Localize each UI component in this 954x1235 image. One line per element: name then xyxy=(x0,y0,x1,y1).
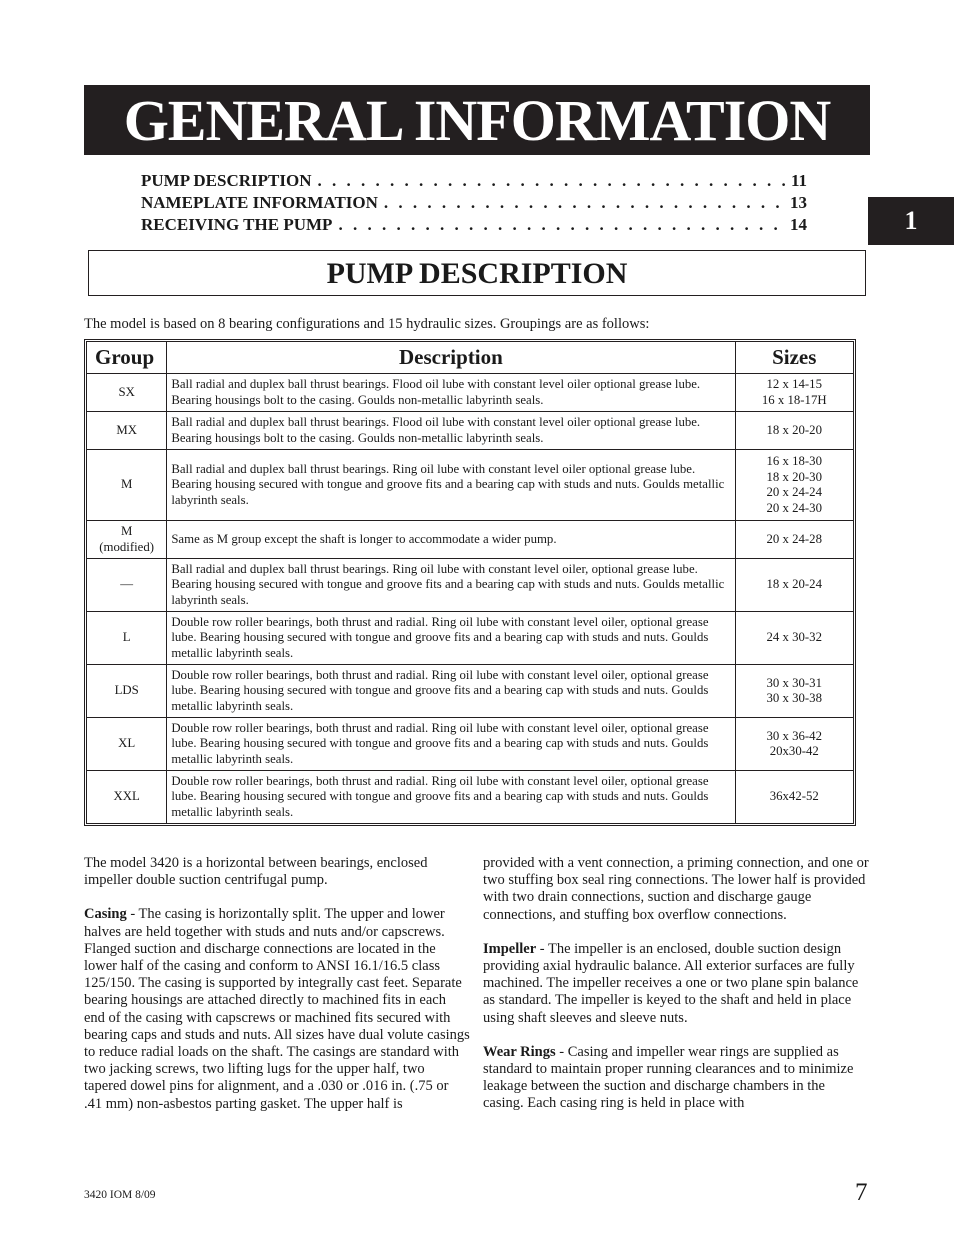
casing-continued-paragraph: provided with a vent connection, a priming connection, and one or two stuffing box seal ring connections. The lower half is provided with two drain connections, suction and discharge gauge connections, and stuffing box overflow connections. xyxy=(483,855,869,923)
chapter-tab: 1 xyxy=(868,197,954,245)
sizes-cell xyxy=(735,521,853,559)
description-cell: Ball radial and duplex ball thrust bearings. Flood oil lube with constant level oiler optional grease lube. Bearing housings bolt to the casing. Goulds non-metallic labyrinth seals. xyxy=(167,412,735,450)
sizes-cell xyxy=(735,718,853,771)
group-cell xyxy=(87,665,167,718)
group-line: XL xyxy=(118,736,136,751)
sizes-cell xyxy=(735,559,853,612)
description-cell: Same as M group except the shaft is longer to accommodate a wider pump. xyxy=(167,521,735,559)
table-row xyxy=(87,521,854,559)
group-cell xyxy=(87,559,167,612)
size-line: 18 x 20-30 xyxy=(766,469,822,484)
table-body xyxy=(87,374,854,824)
size-line: 20 x 24-30 xyxy=(766,500,822,515)
table-row xyxy=(87,612,854,665)
group-cell xyxy=(87,450,167,521)
size-line: 30 x 36-42 xyxy=(766,728,822,743)
toc-entry-label: NAMEPLATE INFORMATION xyxy=(141,193,378,212)
toc-entry-label: RECEIVING THE PUMP xyxy=(141,215,333,234)
toc-entry-page: 14 xyxy=(790,215,807,234)
group-line: — xyxy=(120,577,134,592)
group-line: L xyxy=(122,630,131,645)
description-cell: Double row roller bearings, both thrust and radial. Ring oil lube with constant level oiler, optional grease lube. Bearing housing secured with tongue and groove fits and a bearing cap with studs and nuts. Goulds metallic labyrinth seals. xyxy=(167,718,735,771)
table-row xyxy=(87,412,854,450)
description-cell: Double row roller bearings, both thrust and radial. Ring oil lube with constant level oiler, optional grease lube. Bearing housing secured with tongue and groove fits and a bearing cap with studs and nuts. Goulds metallic labyrinth seals. xyxy=(167,612,735,665)
group-line: (modified) xyxy=(99,539,155,554)
size-line: 30 x 30-31 xyxy=(766,675,822,690)
size-line: 18 x 20-20 xyxy=(766,422,822,437)
group-cell xyxy=(87,612,167,665)
table-row xyxy=(87,771,854,824)
size-line: 30 x 30-38 xyxy=(766,691,822,705)
toc-entry-nameplate-information[interactable] xyxy=(141,192,807,214)
section-heading: PUMP DESCRIPTION xyxy=(88,250,866,296)
size-line: 20 x 24-28 xyxy=(766,531,822,546)
size-line: 20x30-42 xyxy=(769,744,819,758)
size-line: 16 x 18-17H xyxy=(761,392,827,407)
size-line: 20 x 24-24 xyxy=(766,485,822,499)
casing-text: - The casing is horizontally split. The upper and lower halves are held together with studs and nuts and/or capscrews. Flanged suction and discharge connections are located in the lower half of the casing and conform to ANSI 16.1/16.5 class 125/150. The casing is supported by integrally cast feet. Separate bearing housings are attached directly to machined fits in each end of the casing with capscrews or machined fits secured with bearing caps and studs and nuts. All sizes have dual volute casings to reduce radial loads on the shaft. The casings are standard with two jacking screws, two lifting lugs for the upper half, two tapered dowel pins for alignment, and a .030 or .016 in. (.75 or .41 mm) non-asbestos parting gasket. The upper half is xyxy=(84,906,470,1112)
bearing-groups-table xyxy=(84,339,856,826)
column-header-group: Group xyxy=(87,342,167,374)
size-line: 16 x 18-30 xyxy=(766,454,822,468)
impeller-paragraph xyxy=(483,941,869,1027)
chapter-banner: GENERAL INFORMATION xyxy=(84,85,870,155)
group-line: M xyxy=(120,524,133,538)
toc-entry-page: 11 xyxy=(790,171,807,190)
toc-leader-dots xyxy=(338,214,784,236)
toc-leader-dots xyxy=(317,170,784,192)
body-column-left xyxy=(84,855,470,1130)
table-row xyxy=(87,374,854,412)
toc-leader-dots xyxy=(384,192,784,214)
group-cell xyxy=(87,771,167,824)
size-line: 24 x 30-32 xyxy=(766,630,822,645)
table-row xyxy=(87,665,854,718)
column-header-description: Description xyxy=(167,342,735,374)
impeller-text: - The impeller is an enclosed, double suction design providing axial hydraulic balance. All exterior surfaces are fully machined. The impeller receives a one or two plane spin balance as standard. The impeller is keyed to the shaft and held in place using shaft sleeves and sleeve nuts. xyxy=(483,940,859,1026)
table-header-row xyxy=(87,342,854,374)
group-line: MX xyxy=(116,422,137,437)
size-line: 18 x 20-24 xyxy=(766,577,822,592)
table-row xyxy=(87,450,854,521)
group-cell xyxy=(87,718,167,771)
wear-rings-heading: Wear Rings xyxy=(483,1043,556,1060)
group-cell xyxy=(87,374,167,412)
sizes-cell xyxy=(735,612,853,665)
description-cell: Ball radial and duplex ball thrust bearings. Flood oil lube with constant level oiler optional grease lube. Bearing housings bolt to the casing. Goulds non-metallic labyrinth seals. xyxy=(167,374,735,412)
description-cell: Ball radial and duplex ball thrust bearings. Ring oil lube with constant level oiler optional grease lube. Bearing housing secured with tongue and groove fits and a bearing cap with studs and nuts. Goulds metallic labyrinth seals. xyxy=(167,450,735,521)
group-line: LDS xyxy=(114,683,139,698)
group-cell xyxy=(87,521,167,559)
description-cell: Double row roller bearings, both thrust and radial. Ring oil lube with constant level oiler, optional grease lube. Bearing housing secured with tongue and groove fits and a bearing cap with studs and nuts. Goulds metallic labyrinth seals. xyxy=(167,665,735,718)
size-line: 36x42-52 xyxy=(769,789,819,804)
casing-heading: Casing xyxy=(84,906,127,923)
description-cell: Ball radial and duplex ball thrust bearings. Ring oil lube with constant level oiler, optional grease lube. Bearing housing secured with tongue and groove fits and a bearing cap with studs and nuts. Goulds metallic labyrinth seals. xyxy=(167,559,735,612)
table-row xyxy=(87,718,854,771)
group-line: M xyxy=(120,477,133,492)
group-cell xyxy=(87,412,167,450)
wear-rings-paragraph xyxy=(483,1044,869,1113)
sizes-cell xyxy=(735,412,853,450)
size-line: 12 x 14-15 xyxy=(766,377,822,391)
sizes-cell xyxy=(735,665,853,718)
group-line: XXL xyxy=(113,789,140,804)
sizes-cell xyxy=(735,374,853,412)
page-number: 7 xyxy=(855,1179,868,1206)
table-row xyxy=(87,559,854,612)
document-code: 3420 IOM 8/09 xyxy=(84,1189,156,1201)
impeller-heading: Impeller xyxy=(483,940,537,957)
wear-rings-text: - Casing and impeller wear rings are supplied as standard to maintain proper running clearances and to minimize leakage between the suction and discharge chambers in the casing. Each casing ring is held in place with xyxy=(483,1043,854,1112)
toc-entry-pump-description[interactable] xyxy=(141,170,807,192)
intro-paragraph: The model is based on 8 bearing configurations and 15 hydraulic sizes. Groupings are as follows: xyxy=(84,316,650,332)
toc-entry-page: 13 xyxy=(790,193,807,212)
toc-entry-receiving-the-pump[interactable] xyxy=(141,214,807,236)
description-cell: Double row roller bearings, both thrust and radial. Ring oil lube with constant level oiler, optional grease lube. Bearing housing secured with tongue and groove fits and a bearing cap with studs and nuts. Goulds metallic labyrinth seals. xyxy=(167,771,735,824)
overview-paragraph: The model 3420 is a horizontal between bearings, enclosed impeller double suction centrifugal pump. xyxy=(84,855,428,889)
sizes-cell xyxy=(735,771,853,824)
group-line: SX xyxy=(118,384,135,399)
casing-paragraph xyxy=(84,906,470,1112)
sizes-cell xyxy=(735,450,853,521)
body-column-right xyxy=(483,855,869,1130)
toc-entry-label: PUMP DESCRIPTION xyxy=(141,171,312,190)
column-header-sizes: Sizes xyxy=(735,342,853,374)
table-of-contents xyxy=(141,170,807,236)
